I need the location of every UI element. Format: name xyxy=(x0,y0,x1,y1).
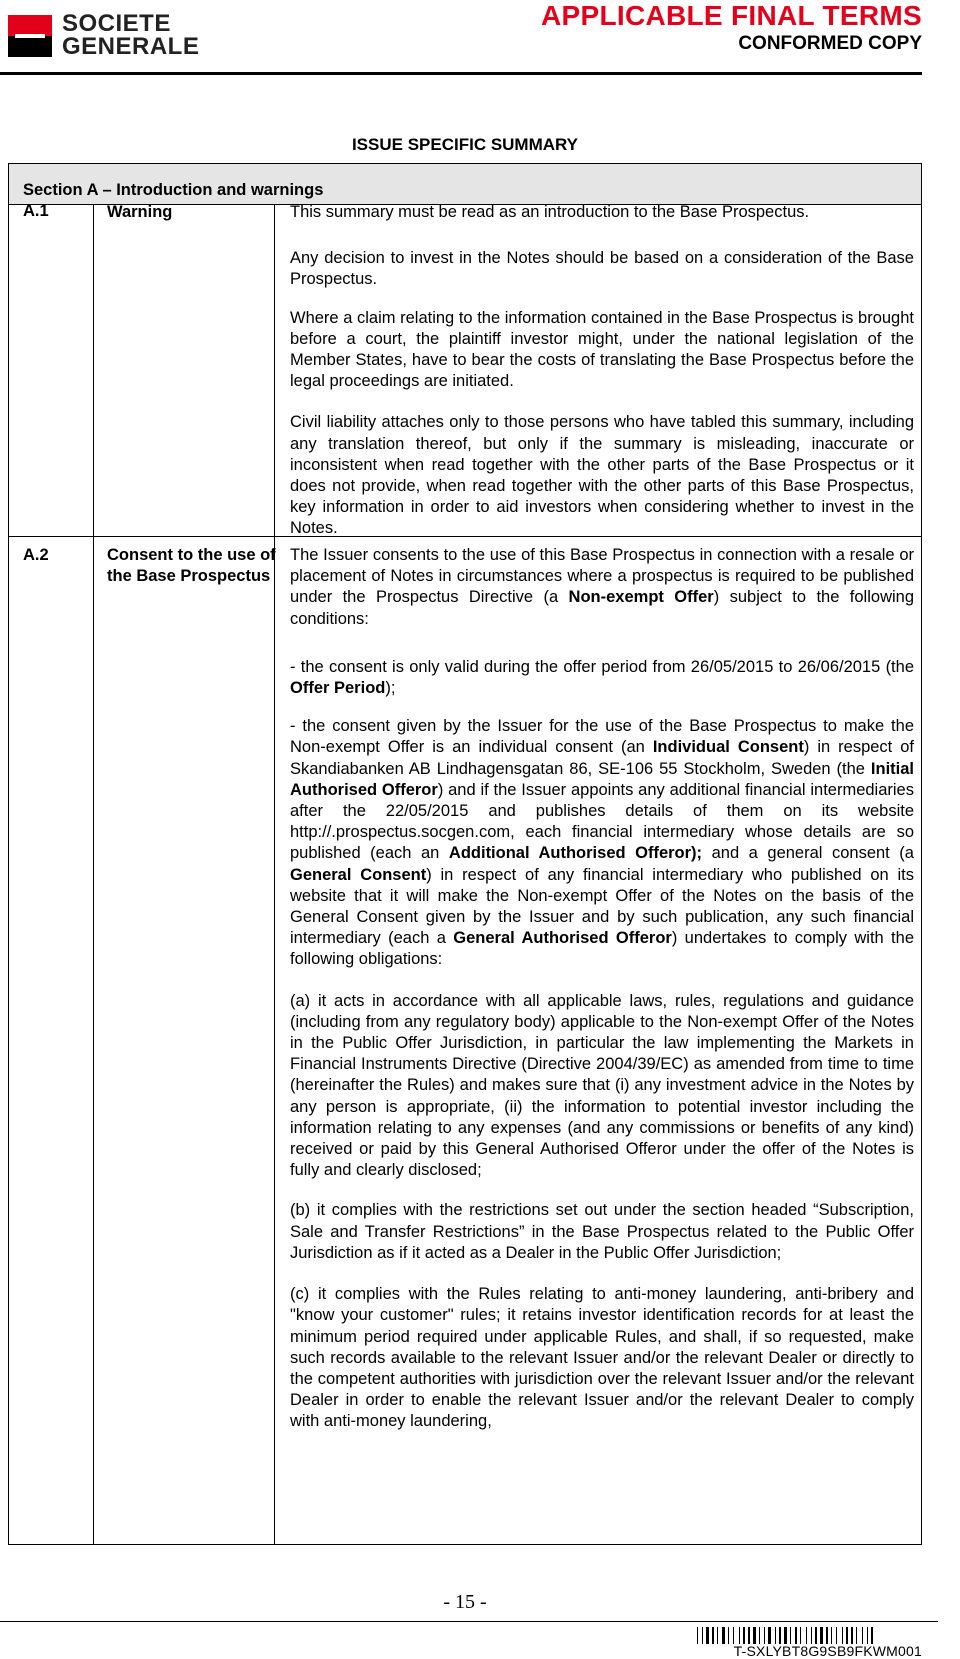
barcode-bar xyxy=(728,1627,729,1644)
barcode-bar xyxy=(858,1627,861,1644)
page-number: - 15 - xyxy=(443,1591,487,1613)
barcode-bar xyxy=(779,1627,781,1644)
paragraph: Any decision to invest in the Notes should be based on a consideration of the Base Prospectus. xyxy=(290,249,914,289)
barcode-bar xyxy=(874,1627,877,1644)
barcode-bar xyxy=(710,1627,711,1644)
barcode-bar xyxy=(864,1627,866,1644)
barcode-bar xyxy=(706,1627,709,1644)
barcode-bar xyxy=(851,1627,853,1644)
barcode-bar xyxy=(712,1627,714,1644)
barcode-bar xyxy=(854,1627,855,1644)
societe-generale-logo xyxy=(8,12,232,60)
paragraph: (c) it complies with the Rules relating to anti-money laundering, anti-bribery and "know your customer" rules; it retains investor identification records for at least the minimum period required under applicable Rules, and shall, if so requested, make such records available to the relevant Issuer and/or the relevant Dealer or directly to the competent authorities with jurisdiction over the relevant Issuer and/or the relevant Dealer in order to enable the relevant Issuer and/or the relevant Dealer to comply with anti-money laundering, xyxy=(290,1285,914,1431)
row-content-a2 xyxy=(290,545,914,1433)
barcode-bar xyxy=(833,1627,835,1644)
column-divider xyxy=(274,205,275,1544)
barcode-bar xyxy=(739,1627,740,1644)
document-subtitle: CONFORMED COPY xyxy=(738,33,922,54)
barcode-bar xyxy=(867,1627,868,1644)
barcode-bar xyxy=(775,1627,776,1644)
barcode-bar xyxy=(702,1627,703,1644)
section-title: Section A – Introduction and warnings xyxy=(23,181,324,199)
barcode-bar xyxy=(766,1627,767,1644)
barcode-bar xyxy=(759,1627,760,1644)
page-header xyxy=(0,0,960,78)
barcode-bar xyxy=(768,1627,771,1644)
row-label: Warning xyxy=(107,203,173,221)
barcode-bar xyxy=(815,1627,817,1644)
barcode-bar xyxy=(862,1627,863,1644)
barcode-bar xyxy=(764,1627,765,1644)
barcode-bar xyxy=(719,1627,721,1644)
paragraph: (a) it acts in accordance with all applicable laws, rules, regulations and guidance (including from any regulatory body) applicable to the Non-exempt Offer of the Notes in the Public Offer Jurisdiction, in particular the law implementing the Markets in Financial Instruments Directive (Directive 2004/39/EC) as amended from time to time (hereinafter the Rules) and makes sure that (i) any investment advice in the Notes by any person is appropriate, (ii) the information to potential investor including the information relating to any expenses (and any commissions or benefits of any kind) received or paid by this General Authorised Offeror under the offer of the Notes is fully and clearly disclosed; xyxy=(290,991,914,1180)
logo-wordmark xyxy=(62,12,199,58)
barcode-bar xyxy=(824,1627,825,1644)
logo-mark-icon xyxy=(8,15,52,57)
barcode-bar xyxy=(777,1627,778,1644)
summary-title: ISSUE SPECIFIC SUMMARY xyxy=(351,135,579,154)
barcode-bar xyxy=(800,1627,801,1644)
barcode-bar xyxy=(730,1627,732,1644)
barcode-bar xyxy=(792,1627,794,1644)
barcode-bar xyxy=(802,1627,805,1644)
paragraph: - the consent is only valid during the offer period from 26/05/2015 to 26/06/2015 (the Offer Period); xyxy=(290,657,914,698)
paragraph: Civil liability attaches only to those persons who have tabled this summary, including any translation thereof, but only if the summary is misleading, inaccurate or inconsistent when read together with the other parts of the Base Prospectus or it does not provide, when read together with the other parts of this Base Prospectus, key information in order to aid investors when considering whether to invest in the Notes. xyxy=(290,413,914,538)
barcode-bar xyxy=(717,1627,718,1644)
section-header-row xyxy=(9,164,921,205)
barcode-bar xyxy=(806,1627,807,1644)
barcode-bar xyxy=(826,1627,828,1644)
barcode-bar xyxy=(795,1627,797,1644)
barcode-bar xyxy=(782,1627,783,1644)
barcode-bar xyxy=(715,1627,716,1644)
barcode-bar xyxy=(784,1627,787,1644)
barcode-bar xyxy=(726,1627,727,1644)
barcode-bar xyxy=(798,1627,799,1644)
paragraph: The Issuer consents to the use of this Base Prospectus in connection with a resale or placement of Notes in circumstances where a prospectus is required to be published under the Prospectus Directive (a Non-exempt Offer) subject to the following conditions: xyxy=(290,546,914,628)
header-divider xyxy=(0,72,922,75)
barcode-bar xyxy=(836,1627,837,1644)
barcode-bar xyxy=(743,1627,745,1644)
barcode-bar xyxy=(820,1627,823,1644)
logo-line-2: GENERALE xyxy=(62,33,200,60)
barcode-bar xyxy=(741,1627,742,1644)
barcode-bar xyxy=(697,1627,698,1644)
barcode-bar xyxy=(811,1627,812,1644)
barcode-bar xyxy=(846,1627,848,1644)
paragraph: - the consent given by the Issuer for the use of the Base Prospectus to make the Non-exempt Offer is an individual consent (an Individual Consent) in respect of Skandiabanken AB Lindhagensgatan 86, SE-106 55 Stockholm, Sweden (the Initial Authorised Offeror) and if the Issuer appoints any additional financial intermediaries after the 22/05/2015 and publishes details of them on its website http://.prospectus.socgen.com, each financial intermediary whose details are so published (each an Additional Authorised Offeror); and a general consent (a General Consent) in respect of any financial intermediary who published on its website that it will make the Non-exempt Offer of the Notes on the basis of the General Consent given by the Issuer and by such publication, any such financial intermediary (each a General Authorised Offeror) undertakes to comply with the following obligations: xyxy=(290,717,914,969)
barcode-bar xyxy=(838,1627,841,1644)
logo-line-1: SOCIETE xyxy=(62,10,171,37)
row-label: Consent to the use of the Base Prospectus xyxy=(107,546,276,585)
barcode-bar xyxy=(699,1627,701,1644)
barcode-bar xyxy=(735,1627,738,1644)
document-title: APPLICABLE FINAL TERMS xyxy=(541,0,922,31)
barcode-icon xyxy=(697,1627,922,1644)
barcode-bar xyxy=(790,1627,791,1644)
paragraph: This summary must be read as an introduction to the Base Prospectus. xyxy=(290,203,810,221)
barcode-bar xyxy=(871,1627,873,1644)
row-content-a1 xyxy=(290,202,914,540)
barcode-bar xyxy=(746,1627,747,1644)
barcode-bar xyxy=(757,1627,758,1644)
barcode-bar xyxy=(844,1627,845,1644)
summary-table xyxy=(8,163,922,1545)
barcode-bar xyxy=(761,1627,763,1644)
document-reference: T-SXLYBT8G9SB9FKWM001 xyxy=(733,1643,922,1659)
barcode-bar xyxy=(704,1627,705,1644)
row-code: A.1 xyxy=(23,202,49,220)
barcode-bar xyxy=(849,1627,850,1644)
footer-divider xyxy=(0,1621,938,1622)
column-divider xyxy=(93,205,94,1544)
barcode-bar xyxy=(856,1627,857,1644)
barcode-bar xyxy=(751,1627,752,1644)
barcode-bar xyxy=(748,1627,750,1644)
row-code: A.2 xyxy=(23,546,49,564)
barcode-bar xyxy=(772,1627,774,1644)
barcode-bar xyxy=(818,1627,819,1644)
paragraph: (b) it complies with the restrictions set out under the section headed “Subscription, Sale and Transfer Restrictions” in the Base Prospectus related to the Public Offer Jurisdiction as if it acted as a Dealer in the Public Offer Jurisdiction; xyxy=(290,1201,914,1262)
barcode-bar xyxy=(831,1627,832,1644)
barcode-bar xyxy=(829,1627,830,1644)
barcode-bar xyxy=(869,1627,870,1644)
barcode-bar xyxy=(753,1627,756,1644)
barcode-bar xyxy=(722,1627,725,1644)
barcode-bar xyxy=(813,1627,814,1644)
paragraph: Where a claim relating to the information contained in the Base Prospectus is brought before a court, the plaintiff investor might, under the national legislation of the Member States, have to bear the costs of translating the Base Prospectus before the legal proceedings are initiated. xyxy=(290,308,914,391)
barcode-bar xyxy=(842,1627,843,1644)
barcode-bar xyxy=(808,1627,810,1644)
barcode-bar xyxy=(733,1627,734,1644)
barcode-bar xyxy=(788,1627,789,1644)
